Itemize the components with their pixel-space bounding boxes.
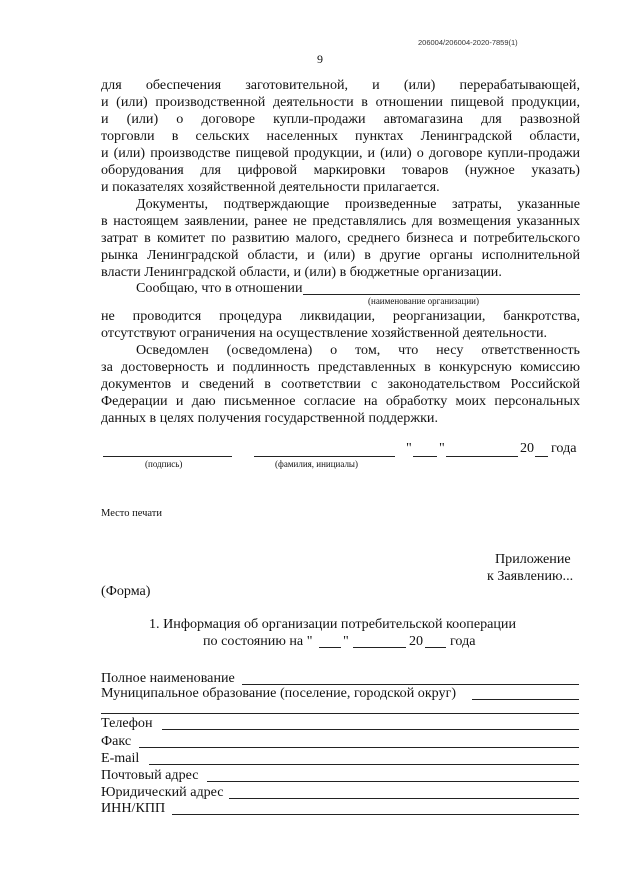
inn-kpp-label: ИНН/КПП: [101, 800, 166, 816]
appendix-line: Приложение: [495, 551, 571, 567]
month-blank: [446, 456, 518, 457]
date-quote-close: ": [439, 440, 445, 456]
stamp-label: Место печати: [101, 508, 163, 519]
section-month-blank: [353, 647, 406, 648]
form-label: (Форма): [101, 583, 151, 599]
organization-name-blank: [303, 294, 580, 295]
phone-label: Телефон: [101, 715, 153, 731]
section-title: 1. Информация об организации потребительской кооперации: [149, 616, 517, 632]
page-number: 9: [317, 52, 323, 66]
section-day-blank: [319, 647, 341, 648]
text-line: для обеспечения заготовительной, и (или) перерабатывающей,: [101, 77, 580, 93]
text-line: и показателях хозяйственной деятельности прилагается.: [101, 179, 440, 195]
year-blank: [535, 456, 548, 457]
postal-address-label: Почтовый адрес: [101, 767, 199, 783]
name-caption: (фамилия, инициалы): [275, 459, 358, 469]
text-line: Документы, подтверждающие произведенные затраты, указанные: [136, 196, 580, 212]
text-line: и (или) о договоре купли-продажи автомагазина для развозной: [101, 111, 580, 127]
appendix-line: к Заявлению...: [487, 568, 574, 584]
full-name-label: Полное наименование: [101, 670, 235, 686]
text-line: Федерации и даю письменное согласие на обработку моих персональных: [101, 393, 580, 409]
legal-address-field[interactable]: [229, 798, 579, 799]
document-id: 206004/206004-2020-7859(1): [418, 38, 518, 47]
email-field[interactable]: [149, 764, 579, 765]
section-date-mid: ": [343, 633, 349, 649]
text-line: затрат в комитет по развитию малого, среднего бизнеса и потребительского: [101, 230, 580, 246]
municipality-label: Муниципальное образование (поселение, городской округ): [101, 685, 457, 701]
day-blank: [413, 456, 437, 457]
text-line: Сообщаю, что в отношении: [136, 280, 303, 296]
text-line: данных в целях получения государственной поддержки.: [101, 410, 438, 426]
name-blank: [254, 456, 395, 457]
municipality-field[interactable]: [472, 699, 579, 700]
text-line: документов и сведений в соответствии с законодательством Российской: [101, 376, 580, 392]
date-quote-open: ": [406, 440, 412, 456]
text-line: за достоверность и подлинность представленных в конкурсную комиссию: [101, 359, 580, 375]
postal-address-field[interactable]: [207, 781, 579, 782]
inn-kpp-field[interactable]: [172, 814, 579, 815]
text-line: в настоящем заявлении, ранее не представлялись для возмещения указанных: [101, 213, 580, 229]
text-line: отсутствуют ограничения на осуществление хозяйственной деятельности.: [101, 325, 548, 341]
text-line: и (или) производстве пищевой продукции, и (или) о договоре купли-продажи: [101, 145, 580, 161]
email-label: E-mail: [101, 750, 140, 766]
text-line: власти Ленинградской области, и (или) в бюджетные организации.: [101, 264, 502, 280]
signature-caption: (подпись): [145, 459, 183, 469]
section-year-suffix: года: [450, 633, 476, 649]
municipality-field-continuation[interactable]: [101, 713, 579, 714]
legal-address-label: Юридический адрес: [101, 784, 224, 800]
text-line: рынка Ленинградской области, и (или) в другие органы исполнительной: [101, 247, 580, 263]
fax-field[interactable]: [139, 747, 579, 748]
fax-label: Факс: [101, 733, 132, 749]
text-line: оборудования для цифровой маркировки товаров (нужное указать): [101, 162, 580, 178]
text-line: Осведомлен (осведомлена) о том, что несу ответственность: [136, 342, 580, 358]
organization-name-caption: (наименование организации): [368, 296, 479, 306]
section-date-prefix: по состоянию на ": [203, 633, 313, 649]
section-year-prefix: 20: [409, 633, 424, 649]
signature-blank: [103, 456, 232, 457]
text-line: торговли в сельских населенных пунктах Ленинградской области,: [101, 128, 580, 144]
section-year-blank: [425, 647, 446, 648]
year-prefix: 20: [520, 440, 535, 456]
text-line: и (или) производственной деятельности в отношении пищевой продукции,: [101, 94, 580, 110]
text-line: не проводится процедура ликвидации, реорганизации, банкротства,: [101, 308, 580, 324]
phone-field[interactable]: [162, 729, 579, 730]
year-suffix: года: [551, 440, 577, 456]
